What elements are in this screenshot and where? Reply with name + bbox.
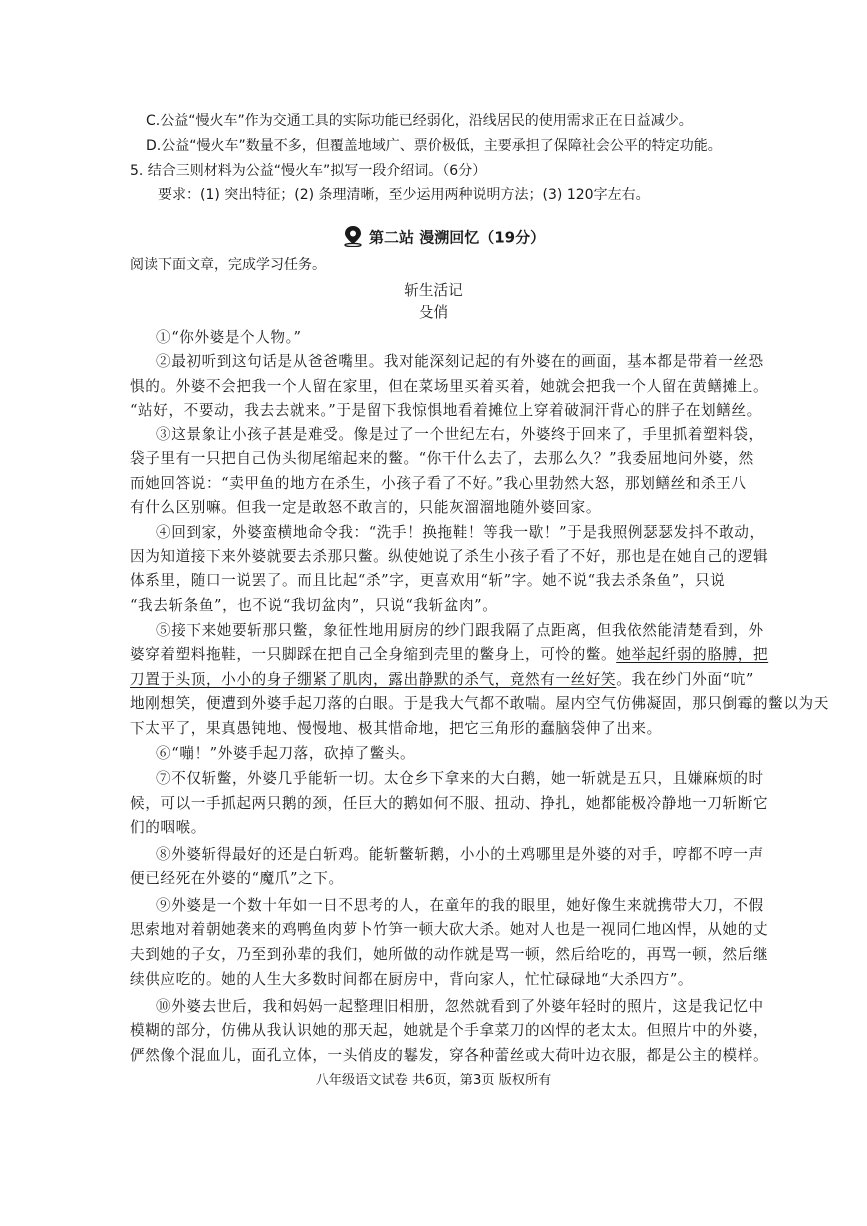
paragraph-9-line: ⑨外婆是一个数十年如一日不思考的人，在童年的我的眼里，她好像生来就携带大刀，不假 bbox=[156, 897, 764, 914]
paragraph-2-line: 惧的。外婆不会把我一个人留在家里，但在菜场里买着买着，她就会把我一个人留在黄鳝摊上。 bbox=[130, 378, 769, 395]
option-d: D.公益“慢火车”数量不多，但覆盖地域广、票价极低，主要承担了保障社会公平的特定功能。 bbox=[146, 138, 722, 154]
paragraph-7-line: ⑦不仅斩鳖，外婆几乎能斩一切。太仓乡下拿来的大白鹅，她一斩就是五只，且嫌麻烦的时 bbox=[156, 770, 764, 787]
section-heading-text: 第二站 漫溯回忆（19分） bbox=[369, 228, 546, 247]
paragraph-7-line: 候，可以一手抓起两只鹅的颈，任巨大的鹅如何不服、扭动、挣扎，她都能极冷静地一刀斩断它 bbox=[130, 795, 769, 812]
paragraph-3-line: ③这景象让小孩子甚是难受。像是过了一个世纪左右，外婆终于回来了，手里抓着塑料袋， bbox=[156, 426, 764, 443]
paragraph-9-line: 思索地对着朝她袭来的鸡鸭鱼肉萝卜竹笋一顿大砍大杀。她对人也是一视同仁地凶悍，从她的丈 bbox=[130, 921, 769, 938]
underlined-sentence: 她举起纤弱的胳膊，把 bbox=[616, 646, 769, 663]
paragraph-4-line: “我去斩条鱼”，也不说“我切盆肉”，只说“我斩盆肉”。 bbox=[130, 597, 498, 614]
paragraph-1: ①“你外婆是个人物。” bbox=[156, 329, 302, 346]
paragraph-10-line: 模糊的部分，仿佛从我认识她的那天起，她就是个手拿菜刀的凶悍的老太太。但照片中的外婆， bbox=[130, 1022, 769, 1039]
paragraph-5-line: 下太平了，果真愚钝地、慢慢地、极其惜命地，把它三角形的蠢脑袋伸了出来。 bbox=[130, 720, 662, 737]
article-author: 殳俏 bbox=[418, 304, 449, 321]
paragraph-8-line: 便已经死在外婆的“魔爪”之下。 bbox=[130, 870, 344, 887]
paragraph-2-line: ②最初听到这句话是从爸爸嘴里。我对能深刻记起的有外婆在的画面，基本都是带着一丝恐 bbox=[156, 353, 764, 370]
paragraph-4-line: 体系里，随口一说罢了。而且比起“杀”字，更喜欢用“斩”字。她不说“我去杀条鱼”，只说 bbox=[130, 572, 726, 589]
reading-instruction: 阅读下面文章，完成学习任务。 bbox=[130, 257, 326, 273]
paragraph-5-line: 地刚想笑，便遭到外婆手起刀落的白眼。于是我大气都不敢喘。屋内空气仿佛凝固，那只倒霉的鳖以为天 bbox=[130, 695, 829, 712]
paragraph-3-line: 有什么区别嘛。但我一定是敢怒不敢言的，只能灰溜溜地随外婆回家。 bbox=[130, 499, 602, 516]
paragraph-9-line: 夫到她的子女，乃至到孙辈的我们，她所做的动作就是骂一顿，然后给吃的，再骂一顿，然后继 bbox=[130, 946, 769, 963]
paragraph-5-line: ⑤接下来她要斩那只鳖，象征性地用厨房的纱门跟我隔了点距离，但我依然能清楚看到，外 bbox=[156, 622, 764, 639]
section-heading bbox=[343, 225, 545, 251]
paragraph-10-line: ⑩外婆去世后，我和妈妈一起整理旧相册，忽然就看到了外婆年轻时的照片，这是我记忆中 bbox=[156, 998, 764, 1015]
option-c: C.公益“慢火车”作为交通工具的实际功能已经弱化，沿线居民的使用需求正在日益减少。 bbox=[146, 113, 693, 129]
question-5-prompt: 5. 结合三则材料为公益“慢火车”拟写一段介绍词。（6分） bbox=[130, 163, 487, 179]
location-pin-icon bbox=[343, 225, 363, 251]
underlined-sentence: 刀置于头顶，小小的身子绷紧了肌肉，露出静默的杀气，竟然有一丝好笑 bbox=[130, 671, 617, 688]
plain-text: 。我在纱门外面“吭” bbox=[616, 671, 754, 688]
paragraph-8-line: ⑧外婆斩得最好的还是白斩鸡。能斩鳖斩鹅，小小的土鸡哪里是外婆的对手，哼都不哼一声 bbox=[156, 846, 764, 863]
article-title: 斩生活记 bbox=[404, 282, 463, 299]
paragraph-3-line: 而她回答说：“卖甲鱼的地方在杀生，小孩子看了不好。”我心里勃然大怒，那划鳝丝和杀王八 bbox=[130, 475, 747, 492]
question-5-requirements: 要求：(1) 突出特征；(2) 条理清晰，至少运用两种说明方法；(3) 120字左右。 bbox=[158, 187, 650, 203]
paragraph-5-line bbox=[130, 646, 768, 664]
paragraph-3-line: 袋子里有一只把自己伪头彻尾缩起来的鳖。“你干什么去了，去那么久？”我委屈地问外婆，然 bbox=[130, 450, 754, 467]
paragraph-5-line bbox=[130, 671, 754, 689]
paragraph-9-line: 续供应吃的。她的人生大多数时间都在厨房中，背向家人，忙忙碌碌地“大杀四方”。 bbox=[130, 971, 694, 988]
page-footer: 八年级语文试卷 共6页，第3页 版权所有 bbox=[315, 1073, 552, 1088]
paragraph-4-line: 因为知道接下来外婆就要去杀那只鳖。纵使她说了杀生小孩子看了不好，那也是在她自己的逻辑 bbox=[130, 548, 769, 565]
paragraph-2-line: “站好，不要动，我去去就来。”于是留下我惊惧地看着摊位上穿着破洞汗背心的胖子在划鳝丝。 bbox=[130, 402, 762, 419]
paragraph-4-line: ④回到家，外婆蛮横地命令我：“洗手！换拖鞋！等我一歇！”于是我照例瑟瑟发抖不敢动， bbox=[156, 524, 765, 541]
paragraph-10-line: 俨然像个混血儿，面孔立体，一头俏皮的鬈发，穿各种蕾丝或大荷叶边衣服，都是公主的模样。 bbox=[130, 1047, 769, 1064]
paragraph-6: ⑥“嘣！”外婆手起刀落，砍掉了鳖头。 bbox=[156, 745, 416, 762]
paragraph-7-line: 们的咽喉。 bbox=[130, 819, 206, 836]
plain-text: 婆穿着塑料拖鞋，一只脚踩在把自己全身缩到壳里的鳖身上，可怜的鳖。 bbox=[130, 646, 617, 663]
